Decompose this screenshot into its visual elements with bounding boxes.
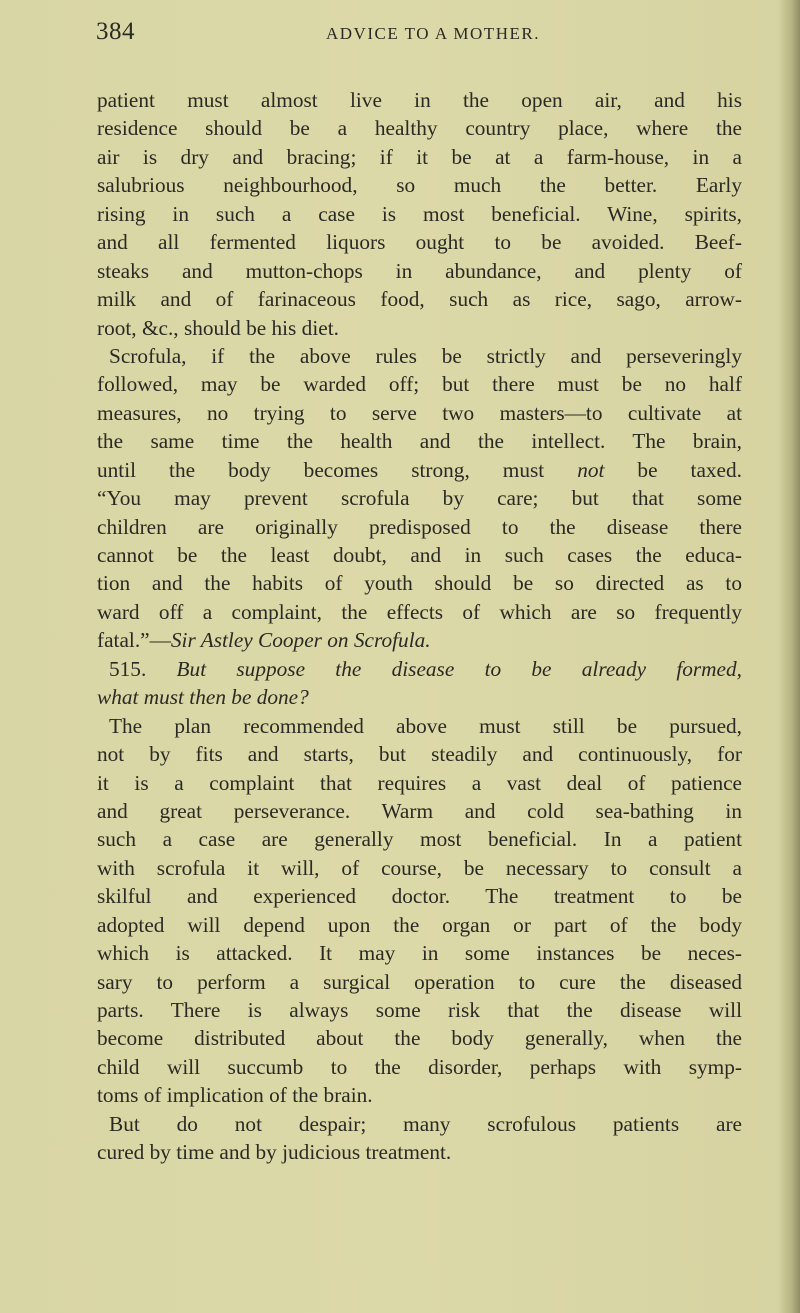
text-line: the same time the health and the intellect. The brain, (97, 429, 742, 454)
page-header (96, 18, 736, 58)
text-line: skilful and experienced doctor. The treatment to be (97, 884, 742, 909)
text-line: toms of implication of the brain. (97, 1083, 373, 1108)
text-line: rising in such a case is most beneficial. Wine, spirits, (97, 201, 742, 226)
text-line: not by fits and starts, but steadily and continuously, for (97, 742, 742, 767)
text-line: salubrious neighbourhood, so much the better. Early (97, 173, 742, 198)
text-line: patient must almost live in the open air, and his (97, 88, 742, 112)
text-line: and great perseverance. Warm and cold sea-bathing in (97, 798, 742, 823)
text-line: parts. There is always some risk that the disease will (97, 998, 742, 1022)
text-line: become distributed about the body generally, when the (97, 1026, 742, 1051)
text-line: “You may prevent scrofula by care; but that some (97, 486, 742, 511)
text-line: fatal.”—Sir Astley Cooper on Scrofula. (97, 628, 431, 653)
text-line: adopted will depend upon the organ or part of the body (97, 912, 742, 937)
text-line: Scrofula, if the above rules be strictly and perseveringly (109, 343, 742, 368)
text-line: ward off a complaint, the effects of which are so frequently (97, 599, 742, 624)
text-line: root, &c., should be his diet. (97, 315, 339, 340)
page-number: 384 (96, 18, 135, 45)
text-line: tion and the habits of youth should be so directed as to (97, 571, 742, 596)
text-line: child will succumb to the disorder, perhaps with symp- (97, 1054, 742, 1079)
text-line: it is a complaint that requires a vast deal of patience (97, 770, 742, 795)
text-line: cannot be the least doubt, and in such cases the educa- (97, 543, 742, 567)
text-line: air is dry and bracing; if it be at a farm-house, in a (97, 144, 742, 169)
text-line: The plan recommended above must still be pursued, (109, 713, 742, 738)
question-line: what must then be done? (97, 685, 309, 710)
text-line: measures, no trying to serve two masters—to cultivate at (97, 400, 742, 425)
text-line: with scrofula it will, of course, be necessary to consult a (97, 855, 742, 880)
text-line: until the body becomes strong, must not be taxed. (97, 457, 742, 482)
text-line: which is attacked. It may in some instances be neces- (97, 941, 742, 966)
text-line: milk and of farinaceous food, such as rice, sago, arrow- (97, 287, 742, 312)
text-line: and all fermented liquors ought to be avoided. Beef- (97, 230, 742, 255)
text-line: residence should be a healthy country place, where the (97, 116, 742, 141)
running-head: ADVICE TO A MOTHER. (326, 24, 540, 43)
text-line: steaks and mutton-chops in abundance, and plenty of (97, 258, 742, 283)
text-line: cured by time and by judicious treatment. (97, 1140, 452, 1165)
text-line: But do not despair; many scrofulous patients are (109, 1111, 742, 1136)
text-line: sary to perform a surgical operation to cure the diseased (97, 969, 742, 994)
text-line: such a case are generally most beneficial. In a patient (97, 827, 742, 852)
text-line: followed, may be warded off; but there must be no half (97, 372, 742, 397)
text-line: children are originally predisposed to the disease there (97, 514, 742, 539)
page-edge-shadow (778, 0, 800, 1313)
question-line: 515. But suppose the disease to be already formed, (109, 656, 742, 681)
body-text (97, 86, 742, 1167)
